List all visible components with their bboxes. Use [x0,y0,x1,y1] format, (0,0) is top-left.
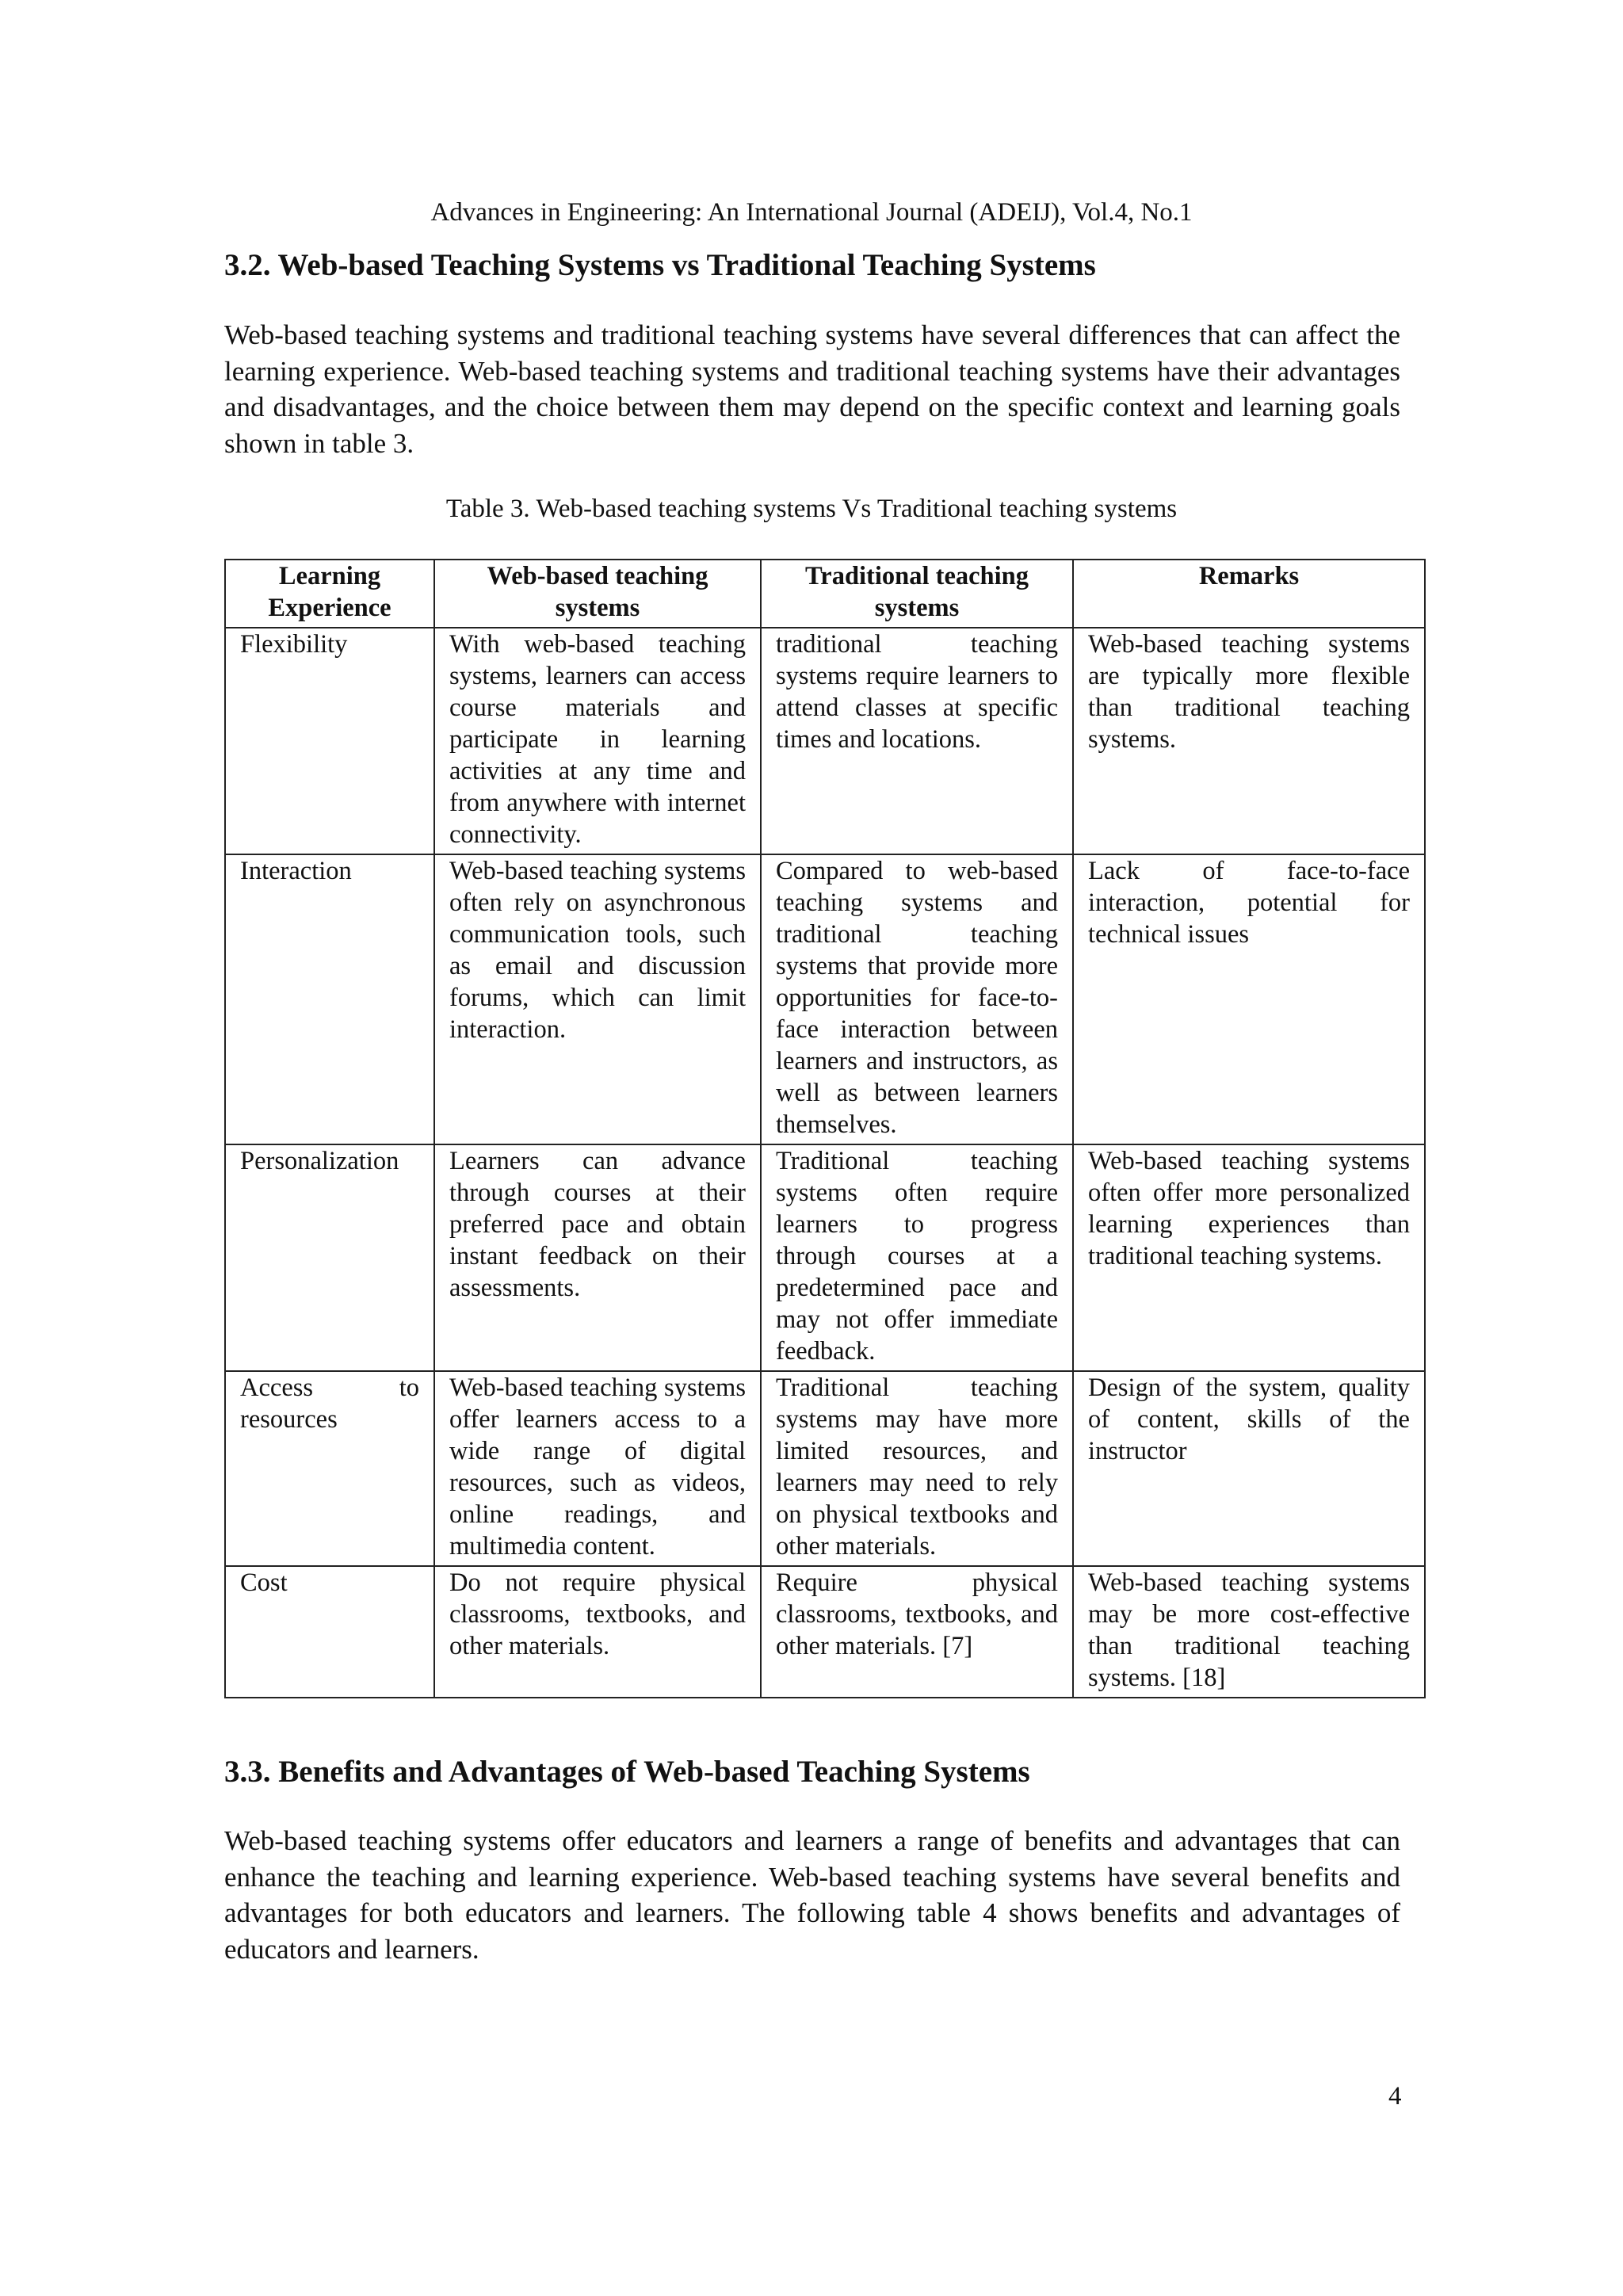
running-header: Advances in Engineering: An International Journal (ADEIJ), Vol.4, No.1 [430,198,1193,227]
table-row-personalization [225,1144,1425,1371]
cell-traditional: Traditional teaching systems may have more limited resources, and learners may need to rely on physical textbooks and other materials. [761,1371,1073,1566]
cell-remarks: Web-based teaching systems may be more cost-effective than traditional teaching systems. [18] [1073,1566,1425,1698]
cell-remarks: Web-based teaching systems often offer more personalized learning experiences than traditional teaching systems. [1073,1144,1425,1371]
section-heading-3-2: 3.2. Web-based Teaching Systems vs Traditional Teaching Systems [224,248,1096,282]
cell-remarks: Design of the system, quality of content, skills of the instructor [1073,1371,1425,1566]
cell-traditional: traditional teaching systems require learners to attend classes at specific times and locations. [761,628,1073,854]
cell-traditional: Compared to web-based teaching systems and traditional teaching systems that provide more opportunities for face-to-face interaction between learners and instructors, as well as between learners themselves. [761,854,1073,1144]
table-3-caption: Table 3. Web-based teaching systems Vs Traditional teaching systems [445,495,1178,523]
table-row-cost [225,1566,1425,1698]
cell-traditional: Require physical classrooms, textbooks, and other materials. [7] [761,1566,1073,1698]
cell-remarks: Web-based teaching systems are typically more flexible than traditional teaching systems. [1073,628,1425,854]
header-traditional: Traditional teaching systems [761,560,1073,628]
cell-learning-experience: Cost [225,1566,434,1698]
header-learning-experience: Learning Experience [225,560,434,628]
cell-web-based: With web-based teaching systems, learners can access course materials and participate in learning activities at any time and from anywhere with internet connectivity. [434,628,761,854]
section-3-2-paragraph: Web-based teaching systems and traditional teaching systems have several differences that can affect the learning experience. Web-based teaching systems and traditional teaching systems have their advantages and disadvantages, and the choice between them may depend on the specific context and learning goals shown in table 3. [224,319,1400,459]
cell-learning-experience: Access to resources [225,1371,434,1566]
section-3-3-paragraph: Web-based teaching systems offer educators and learners a range of benefits and advantages that can enhance the teaching and learning experience. Web-based teaching systems have several benefits and advantages for both educators and learners. The following table 4 shows benefits and advantages of educators and learners. [224,1825,1400,1965]
table-header-row [225,560,1425,628]
cell-learning-experience: Interaction [225,854,434,1144]
comparison-table [224,559,1426,1698]
table-row-access-to-resources [225,1371,1425,1566]
table-row-flexibility [225,628,1425,854]
page-number: 4 [1388,2082,1402,2111]
cell-web-based: Learners can advance through courses at their preferred pace and obtain instant feedback on their assessments. [434,1144,761,1371]
cell-web-based: Web-based teaching systems often rely on asynchronous communication tools, such as email and discussion forums, which can limit interaction. [434,854,761,1144]
table-row-interaction [225,854,1425,1144]
cell-remarks: Lack of face-to-face interaction, potential for technical issues [1073,854,1425,1144]
cell-traditional: Traditional teaching systems often require learners to progress through courses at a predetermined pace and may not offer immediate feedback. [761,1144,1073,1371]
header-remarks: Remarks [1073,560,1425,628]
header-web-based: Web-based teaching systems [434,560,761,628]
cell-web-based: Do not require physical classrooms, textbooks, and other materials. [434,1566,761,1698]
section-heading-3-3: 3.3. Benefits and Advantages of Web-based Teaching Systems [224,1755,1030,1789]
cell-web-based: Web-based teaching systems offer learners access to a wide range of digital resources, such as videos, online readings, and multimedia content. [434,1371,761,1566]
cell-learning-experience: Personalization [225,1144,434,1371]
cell-learning-experience: Flexibility [225,628,434,854]
